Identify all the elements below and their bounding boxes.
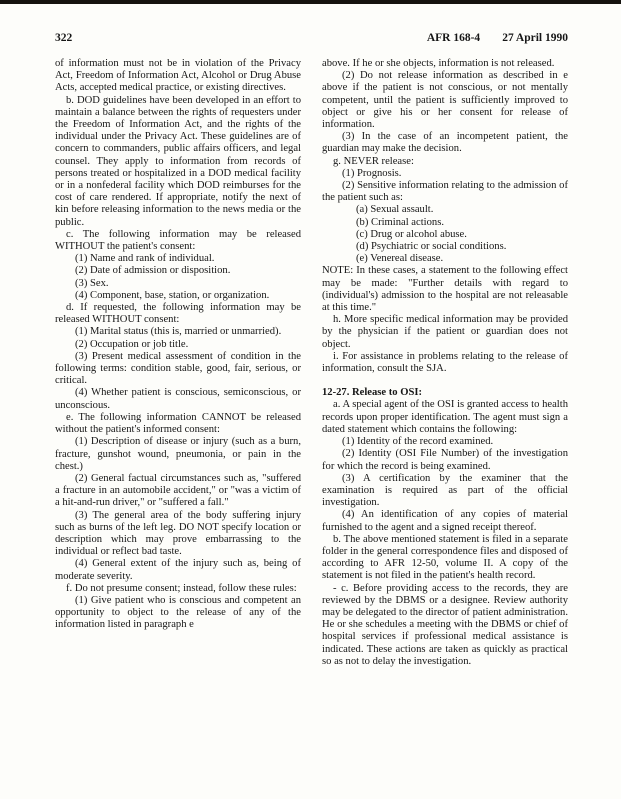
paragraph: (2) Identity (OSI File Number) of the investigation for which the record is being examined. (322, 448, 568, 472)
right-column (322, 58, 568, 779)
doc-ref: AFR 168-4 (426, 32, 481, 44)
paragraph: (1) Identity of the record examined. (342, 436, 494, 448)
paragraph: NOTE: In these cases, a statement to the following effect may be made: "Further details with regard to (individual's) admission to the hospital are not releasable at this time." (322, 265, 568, 314)
paragraph: (3) Sex. (75, 277, 109, 289)
paragraph: (1) Prognosis. (342, 167, 402, 179)
header-right (427, 32, 568, 44)
paragraph: b. The above mentioned statement is filed in a separate folder in the general correspondence files and disposed of according to AFR 12-50, volume II. A copy of the statement is not filed in the patient's health record. (322, 533, 568, 582)
paragraph: (4) General extent of the injury such as, being of moderate severity. (55, 558, 301, 582)
paragraph: (4) Whether patient is conscious, semiconscious, or unconscious. (55, 387, 301, 411)
doc-date: 27 April 1990 (502, 32, 568, 44)
paragraph: (1) Description of disease or injury (such as a burn, fracture, gunshot wound, pneumonia, or pain in the chest.) (55, 436, 301, 472)
paragraph: (1) Name and rank of individual. (75, 253, 215, 265)
scan-edge-artifact (0, 0, 621, 4)
paragraph: - c. Before providing access to the records, they are reviewed by the DBMS or a designee. Review authority may be delegated to the director of patient administration. He or she schedules a meeting with the DBMS or chief of hospital services if professional medical assistance is indicated. These actions are taken as quickly as practical so as not to delay the investigation. (322, 582, 568, 667)
paragraph: (1) Give patient who is conscious and competent an opportunity to object to the release of any of the information listed in paragraph e (55, 594, 301, 631)
paragraph: (c) Drug or alcohol abuse. (356, 228, 467, 240)
two-column-body (55, 58, 568, 779)
paragraph: above. If he or she objects, information is not released. (322, 58, 555, 69)
left-column (55, 58, 301, 779)
paragraph: h. More specific medical information may be provided by the physician if the patient or guardian does not object. (322, 314, 568, 350)
page-header (55, 32, 568, 44)
paragraph: (b) Criminal actions. (356, 216, 444, 228)
paragraph: (3) The general area of the body suffering injury such as burns of the left leg. DO NOT specify location or description which may prove embarrassing to the individual or reflect bad taste. (55, 509, 301, 558)
paragraph: (2) General factual circumstances such as, "suffered a fracture in an automobile accident," or "was a victim of a hit-and-run driver," or "suffered a fall." (55, 472, 301, 509)
paragraph: (d) Psychiatric or social conditions. (356, 241, 507, 253)
paragraph: (2) Sensitive information relating to the admission of the patient such as: (322, 180, 568, 204)
paragraph: d. If requested, the following information may be released WITHOUT consent: (55, 302, 301, 326)
paragraph: of information must not be in violation of the Privacy Act, Freedom of Information Act, Alcohol or Drug Abuse Acts, accepted medical practice, or existing directives. (55, 58, 301, 94)
paragraph: c. The following information may be released WITHOUT the patient's consent: (55, 228, 301, 253)
paragraph: i. For assistance in problems relating to the release of information, consult the SJA. (322, 350, 568, 375)
paragraph: e. The following information CANNOT be released without the patient's informed consent: (55, 411, 301, 436)
paragraph: a. A special agent of the OSI is granted access to health records upon proper identification. The agent must sign a dated statement which contains the following: (322, 399, 568, 435)
paragraph: (2) Occupation or job title. (75, 338, 189, 350)
paragraph: b. DOD guidelines have been developed in an effort to maintain a balance between the rights of requesters under the Freedom of Information Act, and the rights of the individual under the Privacy Act. These guidelines are of concern to commanders, public affairs officers, and legal counsel. They apply to information from records of persons treated or hospitalized in a DOD medical facility or in a nonfederal facility which DOD reimburses for the cost of care rendered. If appropriate, notify the next of kin before releasing information to the news media or the public. (55, 94, 301, 228)
paragraph: (4) An identification of any copies of material furnished to the agent and a signed receipt thereof. (322, 509, 568, 533)
page-number: 322 (55, 32, 73, 44)
paragraph: (a) Sexual assault. (356, 204, 434, 216)
paragraph: g. NEVER release: (333, 155, 414, 167)
paragraph: (2) Date of admission or disposition. (75, 265, 231, 277)
paragraph: (3) In the case of an incompetent patient, the guardian may make the decision. (322, 131, 568, 155)
paragraph: (e) Venereal disease. (356, 253, 444, 265)
paragraph: (2) Do not release information as described in e above if the patient is not conscious, or not mentally competent, until the patient is sufficiently improved to object or give his or her consent for release of information. (322, 70, 568, 131)
paragraph: (4) Component, base, station, or organization. (75, 289, 270, 301)
paragraph: 12-27. Release to OSI: (322, 387, 423, 399)
paragraph: (1) Marital status (this is, married or unmarried). (75, 326, 282, 338)
paragraph: f. Do not presume consent; instead, follow these rules: (66, 582, 297, 594)
paragraph: (3) Present medical assessment of condition in the following terms: condition stable, good, fair, serious, or critical. (55, 350, 301, 387)
paragraph: (3) A certification by the examiner that the examination is required as part of the official investigation. (322, 472, 568, 509)
